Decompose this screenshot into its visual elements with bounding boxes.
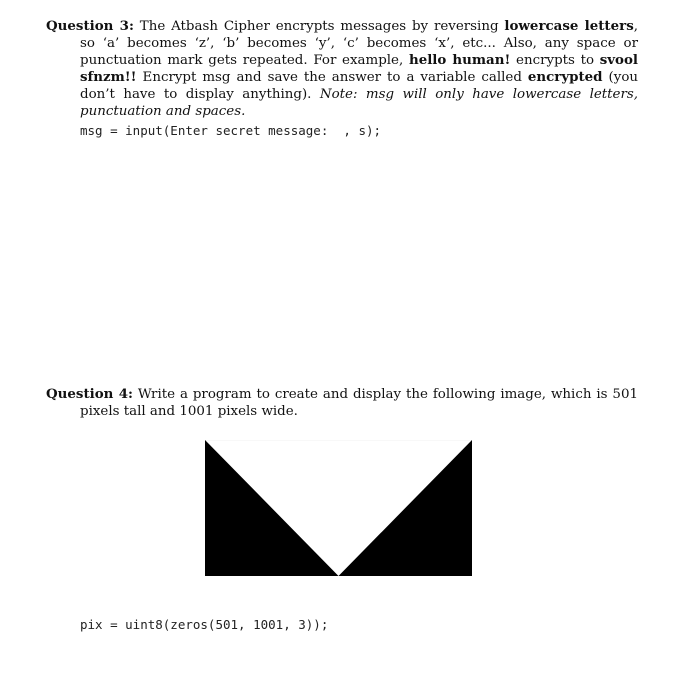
q3-text-4: Encrypt msg and save the answer to a variable called	[136, 70, 528, 85]
q3-example-output: svool sfnzm!!	[80, 52, 639, 85]
question-4-label: Question 4:	[46, 386, 133, 402]
figure-v-shape-image	[205, 440, 472, 576]
q3-text-3: encrypts to	[510, 53, 600, 68]
q4-text: Write a program to create and display the following image, which is 501 pixels tall and 1001 pixels wide.	[80, 387, 638, 419]
q3-note: Note: msg will only have lowercase letters, punctuation and spaces.	[80, 87, 638, 119]
q3-text-5: (you don’t have to display anything).	[80, 70, 639, 102]
q3-text-2: , so ‘a’ becomes ‘z’, ‘b’ becomes ‘y’, ‘c’ becomes ‘x’, etc... Also, any space or punctuation mark gets repeated. For example,	[80, 19, 638, 68]
question-3	[46, 18, 638, 120]
code-snippet-msg-input: msg = input(Enter secret message: , s);	[80, 123, 382, 138]
q3-variable-name: encrypted	[527, 69, 603, 85]
q3-example-input: hello human!	[408, 52, 511, 68]
code-snippet-pix-zeros: pix = uint8(zeros(501, 1001, 3));	[80, 617, 329, 632]
q3-bold-lowercase: lowercase letters	[504, 18, 634, 34]
question-4	[46, 386, 638, 420]
question-3-label: Question 3:	[46, 18, 134, 34]
q3-text-1: The Atbash Cipher encrypts messages by reversing	[133, 19, 505, 34]
